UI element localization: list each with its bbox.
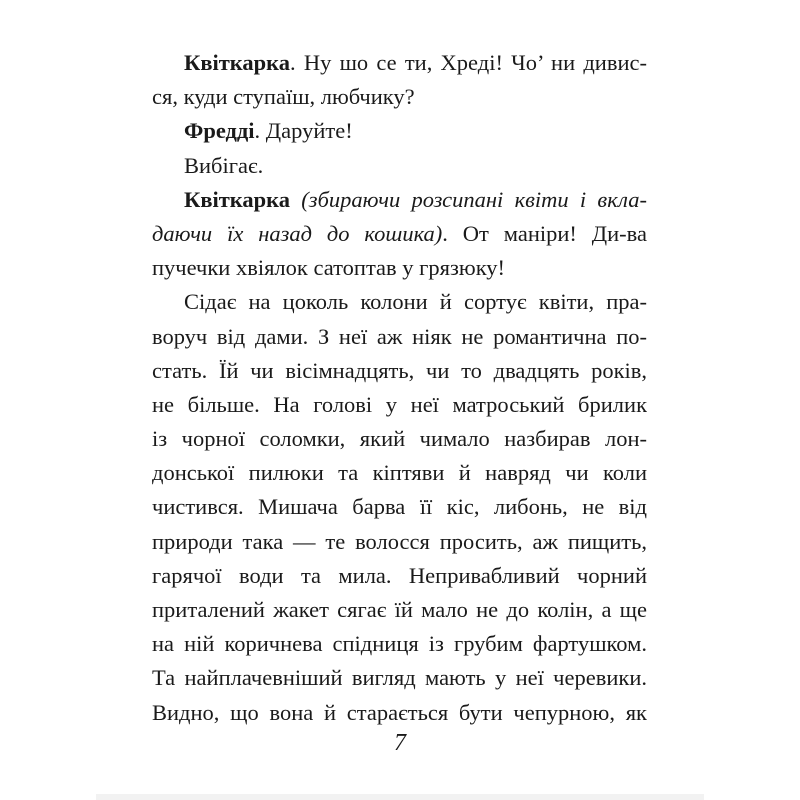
narrative-text: гарячої води та мила. Непривабливий чорний: [152, 562, 647, 588]
text-line-15: [152, 525, 647, 559]
speaker-name: Квіткарка: [184, 186, 291, 212]
narrative-text: Та найплачевніший вигляд мають у неї черевики.: [152, 665, 647, 691]
stage-direction-italic: даючи їх назад до кошика): [152, 220, 443, 246]
text-line-7: [152, 251, 647, 285]
narrative-text: не більше. На голові у неї матроський брилик: [152, 391, 647, 417]
page-text: [152, 46, 647, 730]
page-number: 7: [394, 730, 406, 756]
dialogue-text: пучечки хвіялок сатоптав у грязюку!: [152, 255, 506, 281]
narrative-text: природи така — те волосся просить, аж пищить,: [152, 528, 647, 554]
text-line-8: [152, 285, 647, 319]
narrative-text: стать. Їй чи вісімнадцять, чи то двадцять років,: [152, 357, 647, 383]
text-line-18: [152, 627, 647, 661]
text-line-1: [152, 46, 647, 80]
text-line-2: [152, 80, 647, 114]
narrative-text: чистився. Мишача барва її кіс, либонь, не від: [152, 494, 647, 520]
narrative-text: Видно, що вона й старається бути чепурною, як: [152, 699, 647, 725]
dialogue-text: ся, куди ступаїш, любчику?: [152, 84, 415, 110]
text-line-6: [152, 217, 647, 251]
stage-direction: Вибігає.: [184, 152, 264, 178]
text-line-10: [152, 354, 647, 388]
narrative-text: на ній коричнева спідниця із грубим фартушком.: [152, 631, 647, 657]
stage-direction-italic: (збираючи розсипані квіти і вкла-: [290, 186, 647, 212]
page-bottom-edge: [96, 794, 704, 800]
text-line-20: [152, 696, 647, 730]
speaker-name: Фредді: [184, 118, 255, 144]
text-line-19: [152, 661, 647, 695]
text-line-5: [152, 183, 647, 217]
text-line-11: [152, 388, 647, 422]
dialogue-text: . Даруйте!: [254, 118, 353, 144]
text-line-14: [152, 490, 647, 524]
text-line-3: [152, 114, 647, 148]
narrative-text: воруч від дами. З неї аж ніяк не романтична по-: [152, 323, 647, 349]
text-line-16: [152, 559, 647, 593]
narrative-text: приталений жакет сягає їй мало не до колін, а ще: [152, 597, 647, 622]
text-line-12: [152, 422, 647, 456]
dialogue-text: . Ну шо се ти, Хреді! Чо’ ни дивис-: [290, 50, 647, 75]
narrative-text: Сідає на цоколь колони й сортує квіти, пра-: [184, 289, 647, 315]
text-line-4: [152, 149, 647, 183]
text-line-13: [152, 456, 647, 490]
text-line-9: [152, 320, 647, 354]
narrative-text: донської пилюки та кіптяви й навряд чи коли: [152, 460, 647, 486]
text-line-17: [152, 593, 647, 627]
narrative-text: із чорної соломки, який чимало назбирав лон-: [152, 426, 647, 452]
speaker-name: Квіткарка: [184, 50, 291, 75]
dialogue-text: . От маніри! Ди-ва: [442, 220, 647, 246]
